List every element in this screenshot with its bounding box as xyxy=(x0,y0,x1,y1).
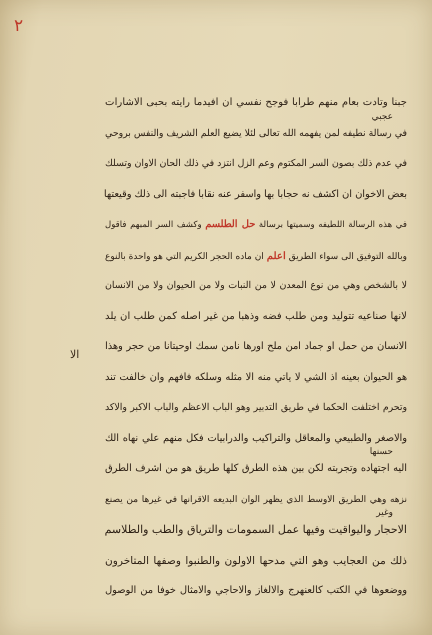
margin-note: الا xyxy=(70,348,80,361)
interlinear-note: وغير xyxy=(376,508,393,518)
text-line: ووضعوها في الكتب كالعنهرج والالغاز والاحاجي والامثال خوفا من الوصول xyxy=(105,585,407,596)
text-line: في هذه الرسالة اللطيفه وسميتها برسالة حل الطلسم وكشف السر المبهم فاقول xyxy=(105,219,407,230)
rubric-word: اعلم xyxy=(266,249,286,262)
text-line: لانها صناعيه تتوليد ومن طلب فضه وذهبا من غير اصله كمن طلب ان يلد xyxy=(105,310,407,322)
text-line: جبنا وتادت بعام منهم طرابا فوجح نفسي ان افيدما رايته بحبى الاشارات xyxy=(105,97,407,108)
text-line: لا بالشخص وهي من نوع المعدن لا من النبات ولا من الحيوان ولا من الانسان xyxy=(105,280,407,291)
text-line: في عدم ذلك بصون السر المكتوم وعم الزل انتزد في ذلك الحان الاوان وتسلك xyxy=(105,158,407,169)
folio-number: ٢ xyxy=(14,16,24,36)
text-block xyxy=(105,88,407,607)
text-line: ذلك من العجايب وهو التي مدحها الاولون والطنبوا وصفها المتاخرون xyxy=(105,554,407,567)
text-line: الانسان من حمل او جماد امن ملح اورها نامن سمك اوحيتانا من حجر وهذا xyxy=(105,341,407,352)
text-line: هو الحيوان بعينه اذ الشي لا ياتي منه الا مثله وسلكه فافهم وان خالفت تند xyxy=(105,371,407,383)
text-line: والاصغر والطبيعي والمعاقل والتراكيب والدرابيات فكل منهم علي نهاه الك xyxy=(105,432,407,444)
text-line: عجبي في رسالة نطيفه لمن يفهمه الله تعالى لئلا يضيع العلم الشريف والنفس بروحي xyxy=(105,111,407,139)
text-line: نزهه وهي الطريق الاوسط الذي يظهر الوان البديعه الاقرانها في غيرها من يصنع xyxy=(105,494,407,505)
text-line: وبالله التوفيق الى سواء الطريق اعلم ان ماده الحجر الكريم التي هو واحدة بالنوع xyxy=(105,249,407,262)
text-line: وتحرم اختلفت الحكما في طريق التدبير وهو الباب الاعظم والباب الاكبر والاكد xyxy=(105,402,407,413)
rubric-title: حل الطلسم xyxy=(205,219,256,230)
interlinear-note: عجبي xyxy=(371,111,393,122)
text-line: بعض الاخوان ان اكشف نه حجابا بها واسفر عنه نقابا فاجبته الى ذلك وقيعتها xyxy=(103,188,407,200)
text-line: حسنها اليه اجتهاده وتجربته لكن بين هذه الطرق كلها طريق هو من اشرف الطرق xyxy=(105,447,407,474)
interlinear-note: حسنها xyxy=(369,447,393,457)
text-line: وغير الاحجار واليواقيت وفيها عمل السمومات والترياق والطب والطلاسم xyxy=(104,508,407,536)
